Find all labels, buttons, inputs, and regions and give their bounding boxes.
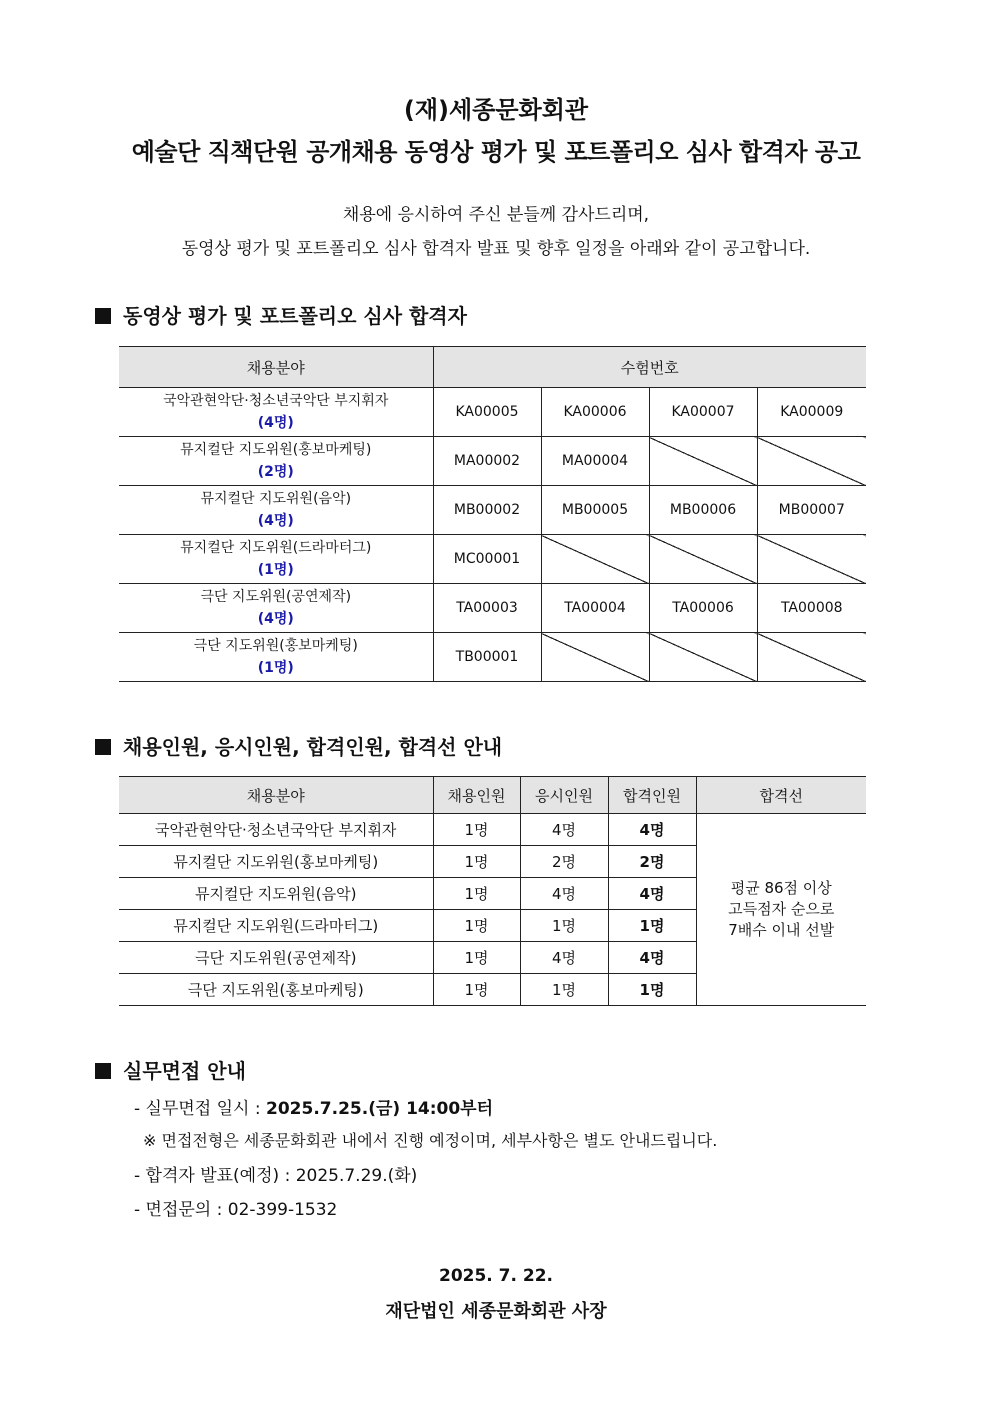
cutoff-line: 7배수 이내 선발 (728, 921, 835, 939)
field-name: 극단 지도위원(홍보마케팅) (119, 974, 433, 1006)
interview-schedule (134, 1094, 493, 1119)
passed-count: 1명 (608, 910, 696, 942)
passed-count: 4명 (608, 814, 696, 846)
signature: 재단법인 세종문화회관 사장 (385, 1301, 607, 1322)
field-cell (119, 584, 433, 633)
field-cell (119, 388, 433, 437)
passed-count: 4명 (608, 878, 696, 910)
header-field: 채용분야 (119, 347, 433, 388)
header-applied: 응시인원 (520, 777, 608, 814)
schedule-value: 2025.7.25.(금) 14:00부터 (266, 1099, 494, 1119)
field-count: (2명) (257, 464, 294, 480)
page-title: 예술단 직책단원 공개채용 동영상 평가 및 포트폴리오 심사 합격자 공고 (131, 138, 861, 166)
schedule-label: - 실무면접 일시 : (134, 1099, 267, 1119)
exam-number: KA00006 (541, 388, 649, 437)
exam-number: MC00001 (433, 535, 541, 584)
field-name: 뮤지컬단 지도위원(음악) (200, 491, 352, 507)
empty-slash-cell (757, 437, 866, 486)
field-cell (119, 535, 433, 584)
hire-count: 1명 (433, 910, 520, 942)
passed-count: 2명 (608, 846, 696, 878)
field-name: 국악관현악단·청소년국악단 부지휘자 (119, 814, 433, 846)
exam-number: TA00008 (757, 584, 866, 633)
exam-number: MA00002 (433, 437, 541, 486)
intro-line-1: 채용에 응시하여 주신 분들께 감사드리며, (342, 205, 650, 225)
field-count: (4명) (257, 415, 294, 431)
empty-slash-cell (541, 535, 649, 584)
table-row (119, 633, 866, 682)
header-hire: 채용인원 (433, 777, 520, 814)
header-numbers: 수험번호 (433, 347, 866, 388)
empty-slash-cell (541, 633, 649, 682)
field-name: 극단 지도위원(공연제작) (119, 942, 433, 974)
section2-heading-text: 채용인원, 응시인원, 합격인원, 합격선 안내 (123, 735, 503, 759)
square-bullet-icon (95, 308, 111, 324)
cutoff-line: 고득점자 순으로 (728, 900, 835, 918)
exam-number: TB00001 (433, 633, 541, 682)
announce-footer-date: 2025. 7. 22. (438, 1266, 553, 1286)
passed-count: 1명 (608, 974, 696, 1006)
hire-count: 1명 (433, 846, 520, 878)
interview-note: ※ 면접전형은 세종문화회관 내에서 진행 예정이며, 세부사항은 별도 안내드립니다. (143, 1131, 718, 1150)
cutoff-line: 평균 86점 이상 (730, 879, 832, 897)
exam-number: KA00007 (649, 388, 757, 437)
table-row (119, 388, 866, 437)
exam-number: KA00005 (433, 388, 541, 437)
field-cell (119, 437, 433, 486)
exam-number: MA00004 (541, 437, 649, 486)
table-row (119, 437, 866, 486)
applied-count: 2명 (520, 846, 608, 878)
org-title: (재)세종문화회관 (403, 96, 589, 124)
hire-count: 1명 (433, 814, 520, 846)
field-count: (1명) (257, 562, 294, 578)
field-cell (119, 486, 433, 535)
contact-info: - 면접문의 : 02-399-1532 (134, 1200, 338, 1220)
table-row (119, 535, 866, 584)
empty-slash-cell (649, 437, 757, 486)
field-name: 뮤지컬단 지도위원(드라마터그) (180, 540, 372, 556)
field-name: 뮤지컬단 지도위원(홍보마케팅) (119, 846, 433, 878)
field-name: 뮤지컬단 지도위원(홍보마케팅) (180, 442, 372, 458)
section3-heading-text: 실무면접 안내 (123, 1059, 246, 1083)
field-name: 극단 지도위원(공연제작) (200, 589, 352, 605)
exam-number: MB00005 (541, 486, 649, 535)
intro-line-2: 동영상 평가 및 포트폴리오 심사 합격자 발표 및 향후 일정을 아래와 같이 공고합니다. (181, 239, 811, 259)
field-name: 뮤지컬단 지도위원(드라마터그) (119, 910, 433, 942)
exam-number: MB00002 (433, 486, 541, 535)
hire-count: 1명 (433, 942, 520, 974)
field-count: (4명) (257, 513, 294, 529)
table-header-row (119, 347, 866, 388)
field-name: 극단 지도위원(홍보마케팅) (193, 638, 358, 654)
field-name: 뮤지컬단 지도위원(음악) (119, 878, 433, 910)
empty-slash-cell (649, 535, 757, 584)
exam-number: MB00006 (649, 486, 757, 535)
field-cell (119, 633, 433, 682)
passed-count: 4명 (608, 942, 696, 974)
header-field: 채용분야 (119, 777, 433, 814)
announce-date: - 합격자 발표(예정) : 2025.7.29.(화) (134, 1166, 418, 1186)
hire-count: 1명 (433, 974, 520, 1006)
exam-number: TA00004 (541, 584, 649, 633)
square-bullet-icon (95, 739, 111, 755)
section2-heading (95, 731, 502, 760)
applied-count: 4명 (520, 878, 608, 910)
applied-count: 1명 (520, 910, 608, 942)
section3-heading (95, 1055, 246, 1084)
applied-count: 4명 (520, 814, 608, 846)
table-row (119, 814, 866, 846)
applied-count: 4명 (520, 942, 608, 974)
field-count: (4명) (257, 611, 294, 627)
square-bullet-icon (95, 1063, 111, 1079)
empty-slash-cell (757, 535, 866, 584)
field-name: 국악관현악단·청소년국악단 부지휘자 (163, 393, 389, 409)
section1-heading-text: 동영상 평가 및 포트폴리오 심사 합격자 (123, 304, 467, 328)
exam-number: TA00003 (433, 584, 541, 633)
hire-count: 1명 (433, 878, 520, 910)
empty-slash-cell (757, 633, 866, 682)
exam-number: TA00006 (649, 584, 757, 633)
section1-heading (95, 300, 467, 329)
header-passed: 합격인원 (608, 777, 696, 814)
empty-slash-cell (649, 633, 757, 682)
applied-count: 1명 (520, 974, 608, 1006)
table-header-row (119, 777, 866, 814)
passers-table (119, 346, 866, 682)
table-row (119, 584, 866, 633)
exam-number: MB00007 (757, 486, 866, 535)
field-count: (1명) (257, 660, 294, 676)
cutoff-cell (696, 814, 866, 1006)
header-cutoff: 합격선 (696, 777, 866, 814)
summary-table (119, 776, 866, 1006)
table-row (119, 486, 866, 535)
exam-number: KA00009 (757, 388, 866, 437)
